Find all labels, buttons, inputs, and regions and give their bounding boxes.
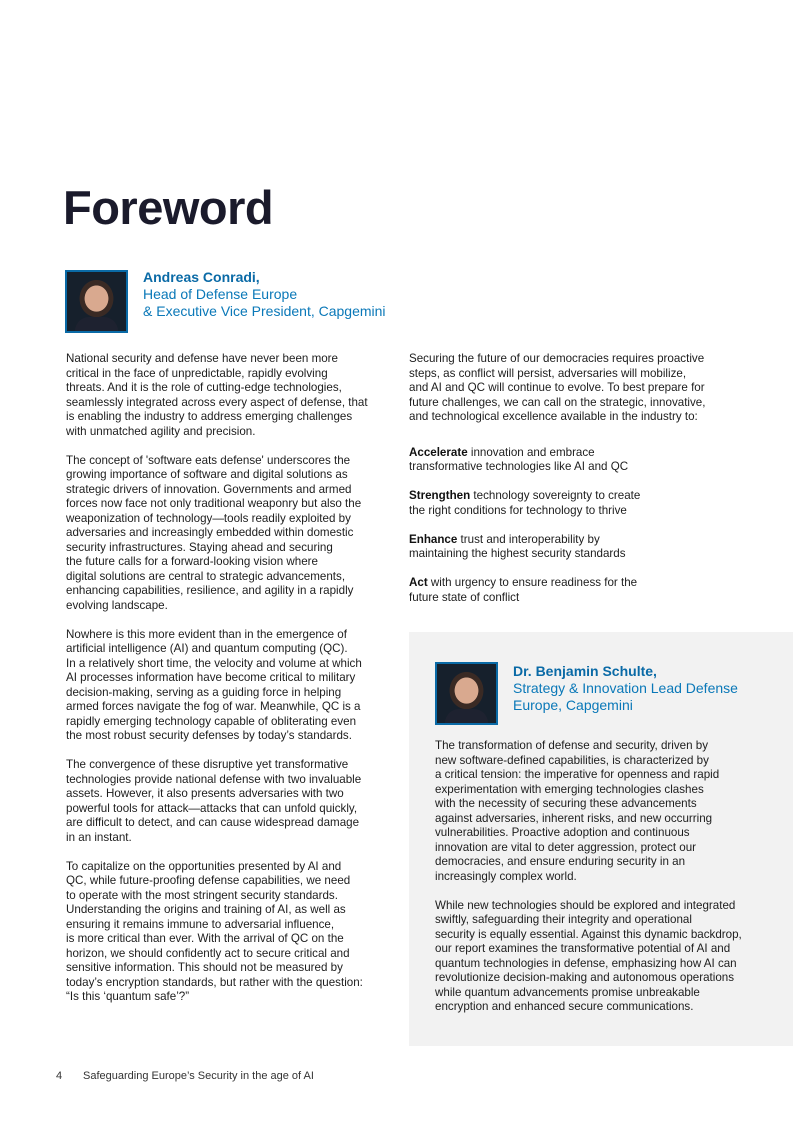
- action-item: [409, 489, 749, 518]
- text-line: adversaries and increasingly embedded within domestic: [66, 526, 354, 539]
- action-text: with urgency to ensure readiness for the: [427, 576, 638, 589]
- action-lead: Enhance: [409, 532, 458, 546]
- action-item: [409, 533, 749, 562]
- page-number: 4: [56, 1070, 63, 1082]
- text-line: the most robust security defenses by today’s standards.: [66, 729, 352, 742]
- author-byline-1: [143, 269, 386, 320]
- action-lead: Accelerate: [409, 445, 468, 459]
- text-line: strategic drivers of innovation. Governments and armed: [66, 482, 352, 496]
- text-line: with the necessity of securing these advancements: [435, 797, 697, 810]
- text-line: quantum technologies in defense, emphasizing how AI can: [435, 956, 737, 970]
- text-line: are difficult to detect, and can cause widespread damage: [66, 816, 360, 829]
- text-line: digital solutions are central to strategic advancements,: [66, 569, 346, 583]
- text-line: is more critical than ever. With the arrival of QC on the: [66, 932, 344, 945]
- text-line: increasingly complex world.: [435, 869, 577, 883]
- text-line: weaponization of technology—tools readily exploited by: [66, 511, 351, 525]
- intro-paragraph: [409, 352, 749, 425]
- text-line: rapidly emerging technology capable of obliterating even: [66, 714, 357, 728]
- text-line: is enabling the industry to address emerging challenges: [66, 410, 353, 423]
- author-role: Head of Defense Europe: [143, 286, 298, 302]
- paragraph: [66, 454, 386, 614]
- action-text: technology sovereignty to create: [470, 489, 641, 502]
- text-line: While new technologies should be explored and integrated: [435, 898, 736, 912]
- action-lead: Strengthen: [409, 489, 471, 502]
- text-line: The convergence of these disruptive yet transformative: [66, 758, 349, 771]
- action-item: [409, 576, 749, 605]
- text-line: security infrastructures. Staying ahead and securing: [66, 540, 333, 554]
- text-line: swiftly, safeguarding their integrity and operational: [435, 913, 692, 926]
- text-line: AI processes information have become critical to military: [66, 671, 356, 684]
- text-line: democracies, and ensure enduring security in an: [435, 855, 686, 868]
- text-line: QC, while future-proofing defense capabilities, we need: [66, 874, 351, 887]
- action-text: the right conditions for technology to thrive: [409, 503, 627, 517]
- text-line: and technological excellence available in the industry to:: [409, 410, 698, 423]
- text-line: The concept of 'software eats defense' underscores the: [66, 453, 351, 467]
- text-line: In a relatively short time, the velocity and volume at which: [66, 656, 362, 670]
- right-column-text: [409, 352, 749, 620]
- paragraph: [66, 628, 386, 744]
- text-line: technologies provide national defense with two invaluable: [66, 772, 362, 786]
- text-line: assets. However, it also presents adversaries with two: [66, 787, 344, 800]
- action-text: transformative technologies like AI and QC: [409, 460, 629, 473]
- text-line: experimentation with emerging technologies clashes: [435, 782, 704, 796]
- paragraph: [435, 739, 775, 884]
- box-text: [435, 739, 775, 1029]
- text-line: and AI and QC will continue to evolve. To best prepare for: [409, 381, 705, 394]
- author-role: Europe, Capgemini: [513, 697, 633, 713]
- text-line: new software-defined capabilities, is characterized by: [435, 753, 709, 767]
- author-byline-2: [513, 663, 738, 714]
- text-line: the future calls for a forward-looking vision where: [66, 555, 318, 568]
- text-line: while quantum advancements promise unbreakable: [435, 985, 700, 999]
- text-line: armed forces navigate the fog of war. Meanwhile, QC is a: [66, 700, 361, 713]
- text-line: “Is this ‘quantum safe’?”: [66, 990, 190, 1003]
- paragraph: [66, 352, 386, 439]
- text-line: in an instant.: [66, 830, 132, 844]
- text-line: future challenges, we can call on the strategic, innovative,: [409, 395, 706, 409]
- author-role: & Executive Vice President, Capgemini: [143, 303, 386, 319]
- text-line: growing importance of software and digital solutions as: [66, 468, 348, 481]
- text-line: forces now face not only traditional weaponry but also the: [66, 497, 362, 510]
- action-text: innovation and embrace: [467, 445, 595, 459]
- text-line: innovation are vital to deter aggression, protect our: [435, 840, 697, 854]
- text-line: with unmatched agility and precision.: [66, 424, 256, 438]
- paragraph: [435, 899, 775, 1015]
- text-line: to operate with the most stringent security standards.: [66, 888, 338, 902]
- author-name: Dr. Benjamin Schulte,: [513, 663, 657, 679]
- text-line: decision-making, serving as a guiding force in helping: [66, 685, 342, 699]
- text-line: a critical tension: the imperative for openness and rapid: [435, 768, 720, 781]
- page-footer: [56, 1070, 314, 1082]
- paragraph: [66, 860, 386, 1005]
- text-line: ensuring it remains immune to adversarial influence,: [66, 917, 335, 931]
- text-line: artificial intelligence (AI) and quantum computing (QC).: [66, 642, 348, 655]
- action-text: maintaining the highest security standards: [409, 547, 626, 560]
- author-photo-benjamin-schulte: [435, 662, 498, 725]
- text-line: The transformation of defense and security, driven by: [435, 739, 709, 752]
- text-line: seamlessly integrated across every aspect of defense, that: [66, 395, 368, 409]
- text-line: today’s encryption standards, but rather with the question:: [66, 975, 363, 989]
- paragraph: [66, 758, 386, 845]
- action-item: [409, 446, 749, 475]
- author-name: Andreas Conradi,: [143, 269, 260, 285]
- text-line: steps, as conflict will persist, adversaries will mobilize,: [409, 366, 687, 380]
- text-line: To capitalize on the opportunities presented by AI and: [66, 859, 342, 873]
- text-line: threats. And it is the role of cutting-edge technologies,: [66, 381, 342, 394]
- left-column-text: [66, 352, 386, 1019]
- text-line: security is equally essential. Against this dynamic backdrop,: [435, 927, 742, 941]
- author-photo-andreas-conradi: [65, 270, 128, 333]
- text-line: enhancing capabilities, resilience, and agility in a rapidly: [66, 584, 354, 597]
- text-line: powerful tools for attack—attacks that can unfold quickly,: [66, 801, 358, 815]
- text-line: evolving landscape.: [66, 598, 168, 612]
- text-line: sensitive information. This should not be measured by: [66, 961, 343, 974]
- text-line: Nowhere is this more evident than in the emergence of: [66, 627, 347, 641]
- text-line: critical in the face of unpredictable, rapidly evolving: [66, 366, 328, 380]
- footer-title: Safeguarding Europe’s Security in the age of AI: [83, 1070, 314, 1082]
- action-lead: Act: [409, 576, 428, 589]
- text-line: encryption and enhanced secure communications.: [435, 1000, 694, 1013]
- action-text: trust and interoperability by: [457, 532, 600, 546]
- text-line: Understanding the origins and training of AI, as well as: [66, 903, 346, 916]
- text-line: against adversaries, inherent risks, and new occurring: [435, 811, 713, 825]
- text-line: Securing the future of our democracies requires proactive: [409, 352, 705, 365]
- action-text: future state of conflict: [409, 590, 520, 604]
- text-line: vulnerabilities. Proactive adoption and continuous: [435, 826, 690, 839]
- text-line: revolutionize decision-making and autonomous operations: [435, 971, 735, 984]
- text-line: National security and defense have never been more: [66, 352, 338, 365]
- text-line: horizon, we should confidently act to secure critical and: [66, 946, 350, 960]
- author-role: Strategy & Innovation Lead Defense: [513, 680, 738, 696]
- page-title: Foreword: [63, 181, 274, 234]
- text-line: our report examines the transformative potential of AI and: [435, 942, 731, 955]
